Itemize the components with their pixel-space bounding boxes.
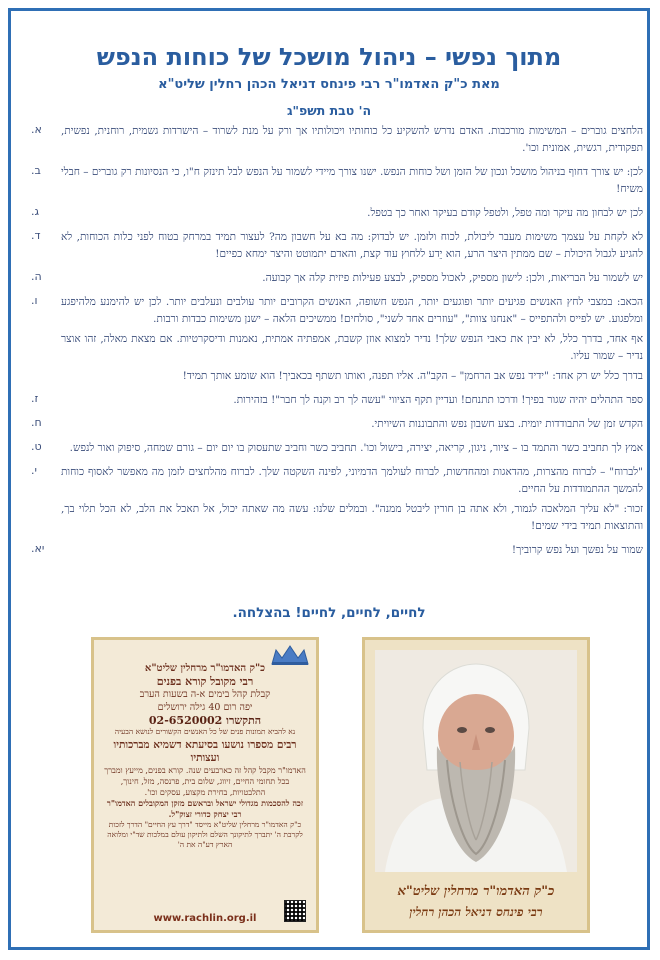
item-text: שמור על נפשך ועל נפש קרוביך! bbox=[511, 544, 643, 556]
list-item bbox=[31, 123, 643, 157]
portrait-caption-name: רבי פינחס דניאל הכהן רחלין bbox=[409, 905, 543, 919]
author-subtitle: מאת כ"ק האדמו"ר רבי פינחס דניאל הכהן רחלין שליט"א bbox=[158, 77, 500, 92]
photo-instruction: נא להביא תמונות פנים של כל האנשים הקשורים לנושא הבעיה bbox=[114, 727, 296, 736]
item-number: ה. bbox=[31, 270, 42, 283]
item-text: ספר התהלים יהיה שגור בפיך! ודרכו תתנחם! ועדיין תקף הציווי "עשה לך רב וקנה לך חבר"! בזהירות. bbox=[233, 394, 643, 406]
portrait-caption-title: כ"ק האדמו"ר מרחלין שליט"א bbox=[397, 884, 555, 899]
rebbe-portrait bbox=[375, 650, 577, 872]
item-number: ו. bbox=[31, 294, 38, 307]
item-text: לכן: יש צורך דחוף בניהול מושכל ונכון של הזמן ושל כוחות הנפש. ישנו צורך מיידי לשמור על הנפש לבל תינזק ח"ו, כי הנסיונות רק גוברים – חבלי משיח! bbox=[60, 166, 643, 195]
list-item bbox=[31, 229, 643, 263]
endorsement-text: זכה להסכמות מגדולי ישראל ובראשם מזקן המקובלים האדמו"ר רבי יצחק כדורי זצוק"ל. bbox=[106, 798, 304, 819]
address: יפה רום 40 גילה ירושלים bbox=[157, 702, 253, 713]
list-item bbox=[31, 294, 643, 385]
item-text: "לברוח" – לברוח מהצרות, מהדאגות ומהחדשות, לברוח לעולמך הדמיוני, לפינה השקטה שלך. לברוח מהלחצים לזמן מה מאפשר לאסוף כוחות להמשך ההתמודדות על החיים. bbox=[61, 466, 643, 495]
qr-code-icon bbox=[284, 900, 306, 922]
list-item bbox=[31, 440, 643, 457]
list-item bbox=[31, 164, 643, 198]
item-text: לכן יש לבחון מה עיקר ומה טפל, ולטפל קודם בעיקר ואחר כך בטפל. bbox=[367, 207, 643, 219]
item-number: ח. bbox=[31, 416, 42, 429]
item-subparagraph: בדרך כלל יש רק אחד: "ידיד נפש אב הרחמן" – הקב"ה. אליו תפנה, ואותו תשתף בכאביך! הוא שומע אותך תמיד! bbox=[182, 370, 643, 382]
item-number: י. bbox=[31, 464, 37, 477]
item-text: הקדש זמן של התבודדות יומית. בצע חשבון נפש והתבוננות השיויתי. bbox=[371, 418, 643, 430]
item-subparagraph: זכור: "לא עליך המלאכה לגמור, ולא אתה בן חורין ליבטל ממנה". ובמלים שלנו: עשה מה שאתה יכול, אל תאכל את הלב, לא הכל תלוי בך, והתוצאות תמיד בידי שמים! bbox=[61, 503, 643, 532]
reception-hours: קבלת קהל בימים א-ה בשעות הערב bbox=[139, 689, 271, 700]
contact-info bbox=[102, 648, 308, 850]
date-line: ה' טבת תשפ"ג bbox=[286, 103, 372, 118]
closing-line: לחיים, לחיים, לחיים! בהצלחה. bbox=[232, 605, 426, 621]
item-text: יש לשמור על הבריאות, ולכן: לישון מספיק, לאכול מספיק, לבצע פעילות פיזית קלה אך קבועה. bbox=[262, 272, 643, 284]
item-number: ז. bbox=[31, 392, 39, 405]
item-text: אמץ לך תחביב כשר והתמד בו – ציור, ניגון, קריאה, יצירה, בישול וכו'. תחביב כשר וחביב שתעסוק בו יום יום – גורם שמחה, סיפוק ואור לנפש. bbox=[69, 442, 643, 454]
testimonial-headline: רבים מספרו נושעו בסיעתא דשמיא מברכותיו ועצותיו bbox=[113, 739, 297, 764]
list-item bbox=[31, 392, 643, 409]
list-item bbox=[31, 416, 643, 433]
item-number: ט. bbox=[31, 440, 42, 453]
item-text: הכאב: במצבי לחץ האנשים פגיעים יותר ופוגעים יותר, הנפש חשופה, האנשים הקרובים יותר עולבים ונעלבים יותר. לכן יש להימנע מלהיפגע ומלפגוע. יש לפייס ולהתפייס – "אנחנו צוות", "עוזרים אחד לשני", סולחים! ממשיכים הלאה – ישנן משימות כבדות ורבות. bbox=[61, 296, 643, 325]
numbered-list bbox=[31, 123, 643, 566]
contact-info-card bbox=[91, 637, 319, 933]
item-number: ד. bbox=[31, 229, 41, 242]
website-link[interactable]: www.rachlin.org.il bbox=[153, 913, 257, 924]
item-number: ב. bbox=[31, 164, 41, 177]
rebbe-title: כ"ק האדמו"ר מרחלין שליט"א bbox=[144, 663, 266, 674]
page-title: מתוך נפשי – ניהול מושכל של כוחות הנפש bbox=[96, 43, 562, 71]
founder-text: כ"ק האדמו"ר מרחלין שליט"א מייסד "דרך עץ החיים" הדרך לזכות לקרבת ה' יתברך לתיקונך השלם ולתיקון עולם במלכות שד"י ומלואה הארץ דע"ה את ה' bbox=[107, 820, 303, 849]
item-number: ג. bbox=[31, 205, 40, 218]
list-item bbox=[31, 205, 643, 222]
list-item bbox=[31, 542, 643, 559]
portrait-card bbox=[362, 637, 590, 933]
list-item bbox=[31, 270, 643, 287]
phone-number[interactable]: התקשרו 02-6520002 bbox=[148, 714, 262, 727]
article-frame bbox=[8, 8, 650, 950]
item-text: לא לקחת על עצמך משימות מעבר ליכולת, לכוח ולזמן. יש לבדוק: מה בא על חשבון מה? לעצור תמיד במרחק בטוח לפני כלות הכוחות, לא להגיע לגבול היכולת – שם ממתין היצר הרע, הוא יֵדע ללחוץ עוד קצת, והאדם יתמוטט והיצר ימחא כפיים! bbox=[61, 231, 643, 260]
services-text: האדמו"ר מקבל קהל זה כארבעים שנה. קורא בפנים, מייעץ ומברך בכל תחומי החיים, זיווג, שלום בית, פרנסה, מזל, חינוך, התלבטויות, בחירת מקצוע, עסקים וכו'. bbox=[104, 766, 306, 797]
reading-faces-line: רבי מקובל קורא בפנים bbox=[156, 675, 254, 688]
item-text: הלחצים גוברים – המשימות מורכבות. האדם נדרש להשקיע כל כוחותיו ויכולותיו אך ורק על מנת לשרוד – הישרדות גשמית, רוחנית, נפשית, תפקודית, רגשית, אמונית וכו'. bbox=[61, 125, 643, 154]
item-subparagraph: אף אחד, בדרך כלל, לא יבין את כאבי הנפש שלך! נדיר למצוא אוזן קשבת, אמפתיה אמתית, נאמנות ודיסקרטיות. אם מצאת מאלה, זהו אוצר נדיר – שמור עליו. bbox=[61, 333, 643, 362]
item-number: א. bbox=[31, 123, 42, 136]
list-item bbox=[31, 464, 643, 535]
item-number: יא. bbox=[31, 542, 45, 555]
